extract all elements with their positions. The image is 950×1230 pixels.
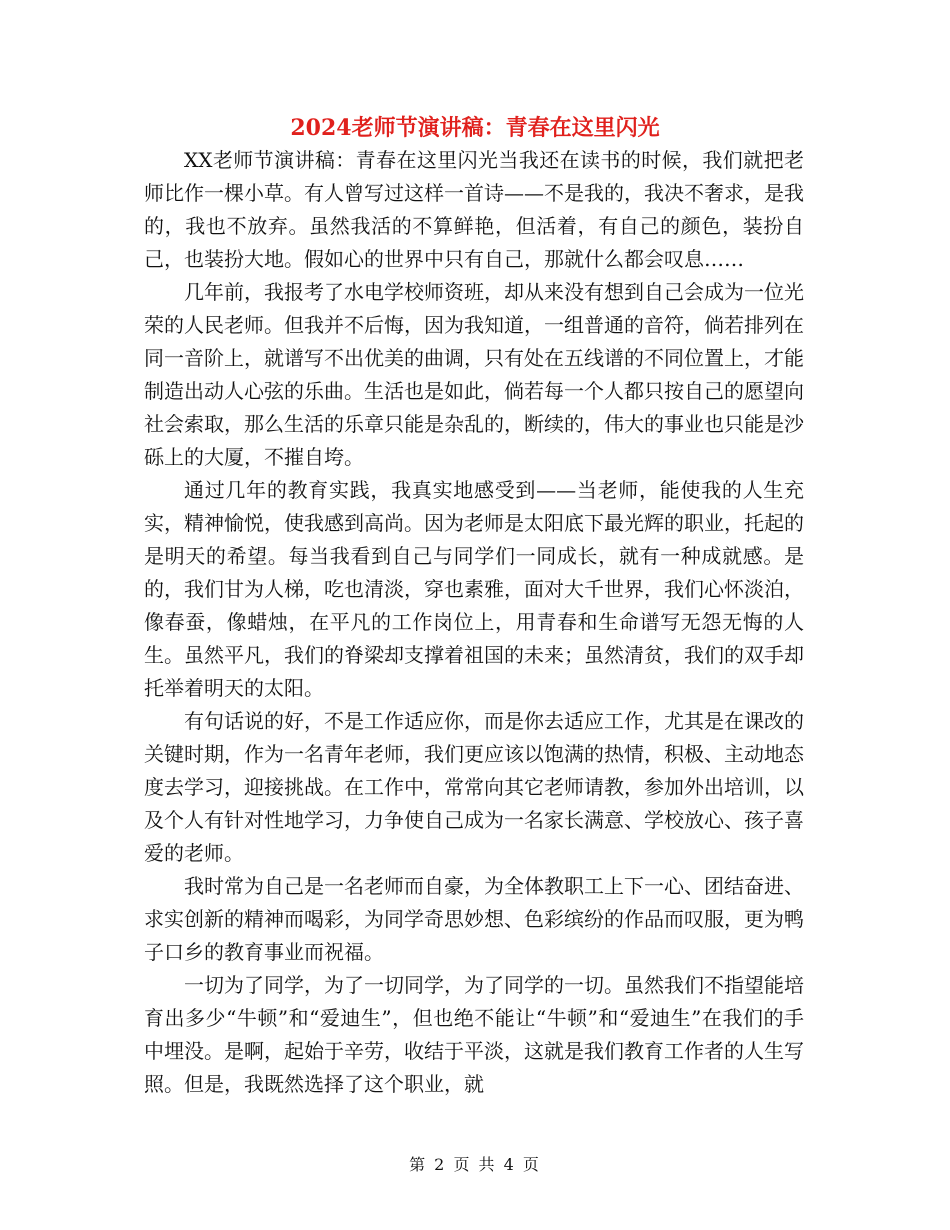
paragraph-4: 有句话说的好，不是工作适应你，而是你去适应工作，尤其是在课改的关键时期，作为一名青年老师，我们更应该以饱满的热情，积极、主动地态度去学习，迎接挑战。在工作中，常常向其它老师请教，参加外出培训，以及个人有针对性地学习，力争使自己成为一名家长满意、学校放心、孩子喜爱的老师。 <box>144 709 804 865</box>
paragraph-5: 我时常为自己是一名老师而自豪，为全体教职工上下一心、团结奋进、求实创新的精神而喝彩，为同学奇思妙想、色彩缤纷的作品而叹服，更为鸭子口乡的教育事业而祝福。 <box>144 874 804 964</box>
paragraph-1: XX老师节演讲稿：青春在这里闪光当我还在读书的时候，我们就把老师比作一棵小草。有人曾写过这样一首诗——不是我的，我决不奢求，是我的，我也不放弃。虽然我活的不算鲜艳，但活着，有自己的颜色，装扮自己，也装扮大地。假如心的世界中只有自己，那就什么都会叹息…… <box>144 148 804 271</box>
document-body <box>144 144 804 1101</box>
document-title: 2024老师节演讲稿：青春在这里闪光 <box>290 115 660 141</box>
paragraph-6: 一切为了同学，为了一切同学，为了同学的一切。虽然我们不指望能培育出多少“牛顿”和“爱迪生”，但也绝不能让“牛顿”和“爱迪生”在我们的手中埋没。是啊，起始于辛劳，收结于平淡，这就是我们教育工作者的人生写照。但是，我既然选择了这个职业，就 <box>144 973 804 1096</box>
page-footer: 第 2 页 共 4 页 <box>409 1155 541 1174</box>
paragraph-3: 通过几年的教育实践，我真实地感受到——当老师，能使我的人生充实，精神愉悦，使我感到高尚。因为老师是太阳底下最光辉的职业，托起的是明天的希望。每当我看到自己与同学们一同成长，就有一种成就感。是的，我们甘为人梯，吃也清淡，穿也素雅，面对大千世界，我们心怀淡泊，像春蚕，像蜡烛，在平凡的工作岗位上，用青春和生命谱写无怨无悔的人生。虽然平凡，我们的脊梁却支撑着祖国的未来；虽然清贫，我们的双手却托举着明天的太阳。 <box>144 478 804 700</box>
paragraph-2: 几年前，我报考了水电学校师资班，却从来没有想到自己会成为一位光荣的人民老师。但我并不后悔，因为我知道，一组普通的音符，倘若排列在同一音阶上，就谱写不出优美的曲调，只有处在五线谱的不同位置上，才能制造出动人心弦的乐曲。生活也是如此，倘若每一个人都只按自己的愿望向社会索取，那么生活的乐章只能是杂乱的，断续的，伟大的事业也只能是沙砾上的大厦，不摧自垮。 <box>144 280 804 469</box>
